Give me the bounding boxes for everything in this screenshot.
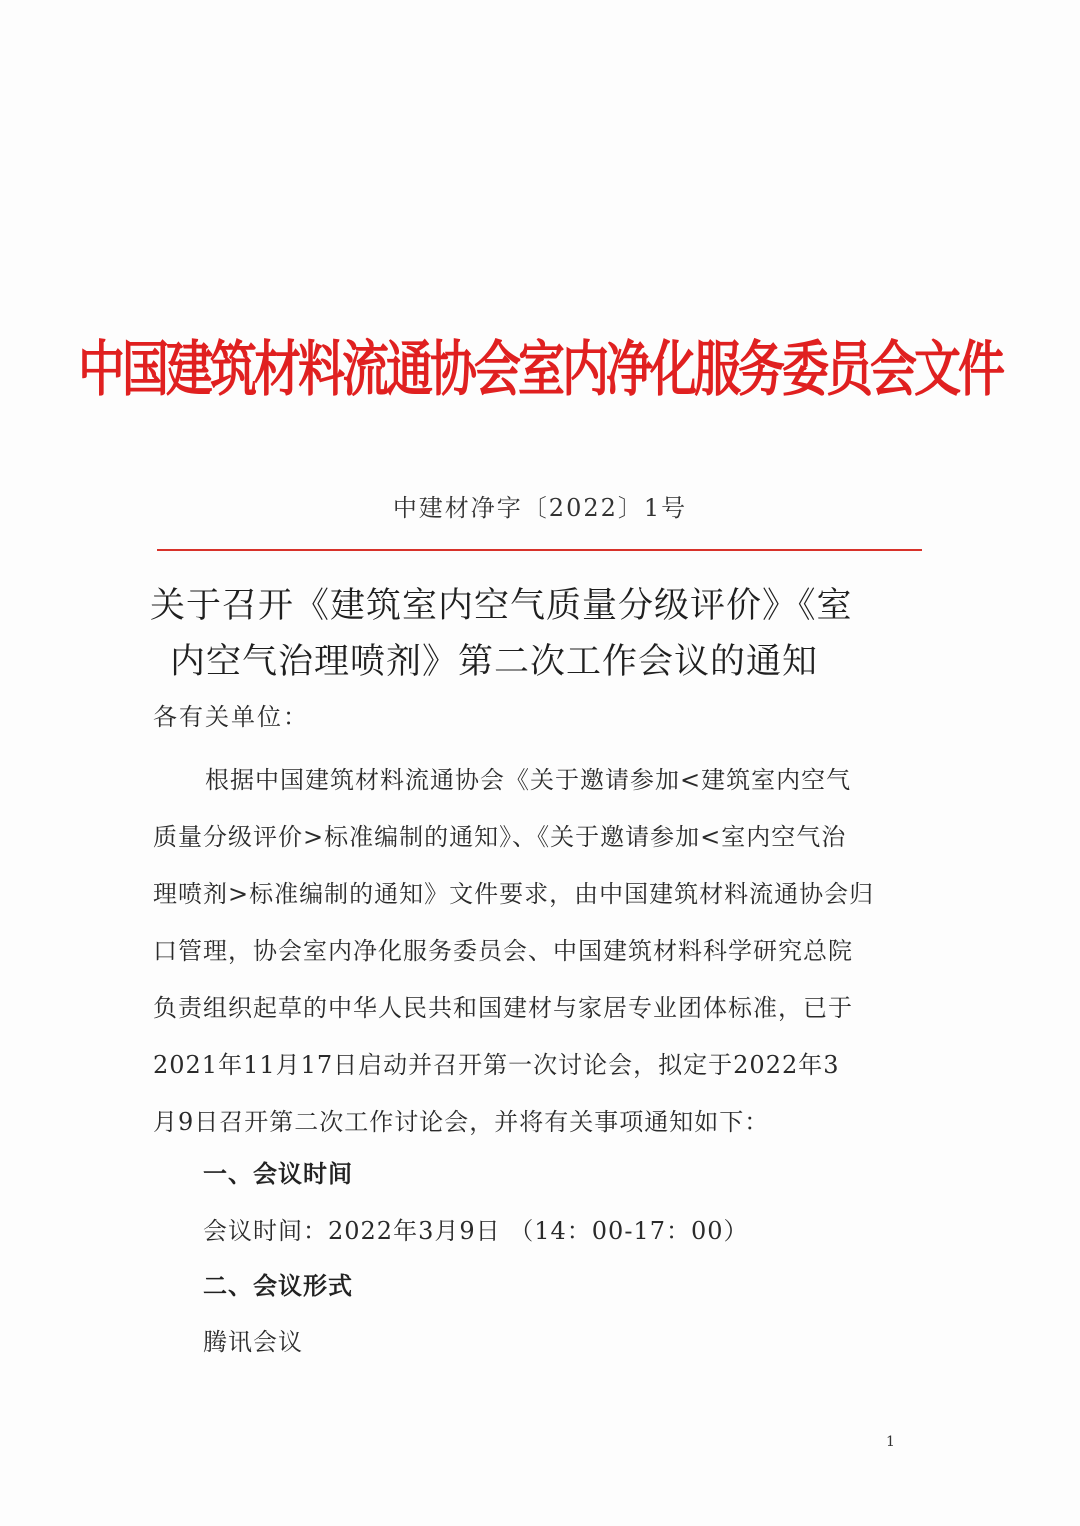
section-heading-meeting-format: 二、会议形式 [203,1272,353,1300]
notice-title-line1: 关于召开《建筑室内空气质量分级评价》《室 [150,586,853,626]
salutation: 各有关单位： [153,703,309,731]
org-header-title: 中国建筑材料流通协会室内净化服务委员会文件 [78,334,1002,406]
body-line: 月9日召开第二次工作讨论会，并将有关事项通知如下： [153,1108,770,1136]
notice-title [150,578,930,690]
page-number: 1 [886,1434,895,1450]
body-line: 口管理，协会室内净化服务委员会、中国建筑材料科学研究总院 [153,937,853,965]
section-text-meeting-time: 会议时间：2022年3月9日 （14：00-17：00） [203,1217,749,1245]
section-heading-meeting-time: 一、会议时间 [203,1160,353,1188]
body-paragraph [153,752,913,1151]
body-line: 根据中国建筑材料流通协会《关于邀请参加<建筑室内空气 [205,766,852,794]
body-line: 质量分级评价>标准编制的通知》、《关于邀请参加<室内空气治 [153,823,847,851]
body-line: 2021年11月17日启动并召开第一次讨论会，拟定于2022年3 [153,1051,840,1079]
notice-title-line2: 内空气治理喷剂》第二次工作会议的通知 [170,642,819,682]
section-text-meeting-format: 腾讯会议 [203,1328,303,1356]
document-number: 中建材净字〔2022〕1号 [392,494,688,522]
body-line: 理喷剂>标准编制的通知》文件要求，由中国建筑材料流通协会归 [153,880,875,908]
header-divider [157,549,922,551]
body-line: 负责组织起草的中华人民共和国建材与家居专业团体标准，已于 [153,994,853,1022]
